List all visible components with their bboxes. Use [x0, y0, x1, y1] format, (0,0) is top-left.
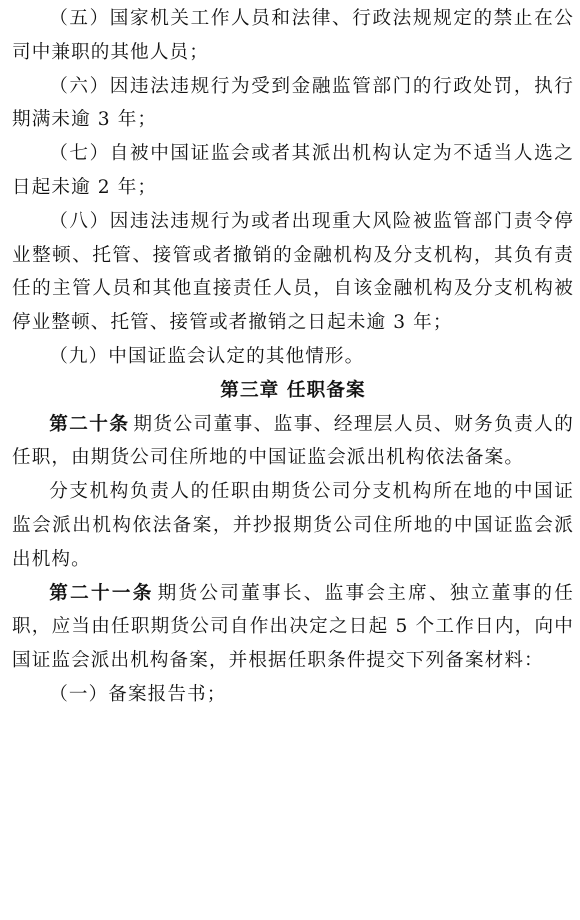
article-21-paragraph	[12, 577, 574, 678]
article-20-label: 第二十条	[49, 413, 130, 435]
article-20-paragraph	[12, 408, 574, 476]
branch-paragraph: 分支机构负责人的任职由期货公司分支机构所在地的中国证监会派出机构依法备案，并抄报期货公司住所地的中国证监会派出机构。	[12, 481, 574, 570]
clause-item-5: （五）国家机关工作人员和法律、行政法规规定的禁止在公司中兼职的其他人员；	[12, 8, 574, 63]
clause-item-1: （一）备案报告书；	[49, 683, 227, 705]
clause-item-6: （六）因违法违规行为受到金融监管部门的行政处罚，执行期满未逾 3 年；	[12, 75, 574, 131]
clause-item-8: （八）因违法违规行为或者出现重大风险被监管部门责令停业整顿、托管、接管或者撤销的金融机构及分支机构，其负有责任的主管人员和其他直接责任人员，自该金融机构及分支机构被停业整顿、托管、接管或者撤销之日起未逾 3 年；	[12, 210, 574, 334]
article-21-text: 期货公司董事长、监事会主席、独立董事的任职，应当由任职期货公司自作出决定之日起 5 个工作日内，向中国证监会派出机构备案，并根据任职条件提交下列备案材料：	[12, 582, 574, 672]
clause-item-9: （九）中国证监会认定的其他情形。	[49, 345, 365, 367]
article-21-label: 第二十一条	[49, 582, 154, 604]
chapter-heading: 第三章 任职备案	[220, 379, 366, 401]
article-20-text: 期货公司董事、监事、经理层人员、财务负责人的任职，由期货公司住所地的中国证监会派出机构依法备案。	[12, 413, 575, 469]
clause-item-7: （七）自被中国证监会或者其派出机构认定为不适当人选之日起未逾 2 年；	[12, 143, 574, 198]
